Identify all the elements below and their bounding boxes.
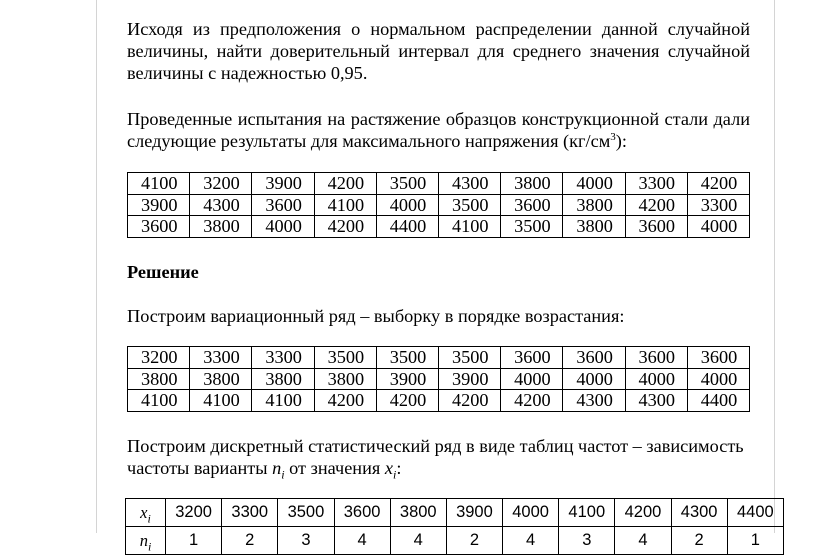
frequency-cell: 3600 [334, 499, 390, 527]
var-x-subscript: i [392, 467, 397, 482]
frequency-cell: 3900 [446, 499, 502, 527]
header-x-letter: x [140, 503, 148, 522]
table-cell: 3600 [501, 194, 563, 216]
table-cell: 4200 [314, 216, 376, 238]
frequency-values-row [126, 499, 784, 527]
table-cell: 4200 [376, 390, 438, 412]
frequency-cell: 3300 [222, 499, 278, 527]
intro-paragraph: Исходя из предположения о нормальном распределении данной случайной величины, найти доверительный интервал для среднего значения случайной величины с надежностью 0,95. [127, 19, 750, 83]
frequency-cell: 4200 [615, 499, 671, 527]
table-cell: 3300 [625, 173, 687, 195]
table-cell: 3500 [376, 347, 438, 369]
discrete-text-part-3: : [396, 458, 402, 478]
table-cell: 4000 [687, 216, 749, 238]
table-cell: 4300 [190, 194, 252, 216]
var-x [384, 458, 397, 482]
table-cell: 4100 [314, 194, 376, 216]
table-row [128, 368, 750, 390]
table-cell: 3300 [190, 347, 252, 369]
table-cell: 3600 [128, 216, 190, 238]
table-cell: 3800 [190, 216, 252, 238]
frequency-cell: 3800 [390, 499, 446, 527]
table-cell: 3800 [128, 368, 190, 390]
table-cell: 4000 [563, 173, 625, 195]
frequency-cell: 4 [503, 527, 559, 555]
table-row [128, 390, 750, 412]
frequency-cell: 4 [615, 527, 671, 555]
table-cell: 3900 [438, 368, 500, 390]
test-paragraph [127, 108, 750, 152]
table-cell: 3800 [501, 173, 563, 195]
discrete-text-part-1: Построим дискретный статистический ряд в виде таблиц частот – зависимость частоты варианты [127, 436, 744, 478]
table-cell: 3800 [563, 216, 625, 238]
page-margin-left-rule [96, 0, 97, 533]
test-paragraph-text: Проведенные испытания на растяжение образцов конструкционной стали дали следующие результаты для максимального напряжения (кг/см [127, 109, 750, 151]
table-cell: 4400 [687, 390, 749, 412]
table-row [128, 194, 750, 216]
frequency-cell: 3 [559, 527, 615, 555]
table-cell: 3500 [376, 173, 438, 195]
table-cell: 4000 [501, 368, 563, 390]
variational-paragraph: Построим вариационный ряд – выборку в порядке возрастания: [127, 306, 625, 326]
header-n-letter: n [139, 531, 148, 550]
unit-superscript: 3 [610, 130, 616, 143]
table-row [128, 216, 750, 238]
solution-heading: Решение [127, 262, 199, 282]
table-cell: 3900 [376, 368, 438, 390]
frequency-cell: 3 [278, 527, 334, 555]
frequency-cell: 2 [222, 527, 278, 555]
table-cell: 4300 [625, 390, 687, 412]
frequency-cell: 4000 [503, 499, 559, 527]
table-cell: 3900 [252, 173, 314, 195]
data-table [127, 172, 750, 238]
sorted-table [127, 346, 750, 412]
table-row [128, 173, 750, 195]
frequency-cell: 3200 [166, 499, 222, 527]
frequency-cell: 2 [671, 527, 727, 555]
frequency-cell: 4 [390, 527, 446, 555]
table-cell: 3200 [128, 347, 190, 369]
table-cell: 3600 [687, 347, 749, 369]
frequency-header-x [126, 499, 166, 527]
table-cell: 3500 [501, 216, 563, 238]
table-cell: 4300 [438, 173, 500, 195]
table-cell: 4100 [128, 390, 190, 412]
table-cell: 3800 [314, 368, 376, 390]
table-cell: 3900 [128, 194, 190, 216]
table-cell: 4100 [438, 216, 500, 238]
var-n [272, 458, 285, 482]
table-cell: 3500 [438, 194, 500, 216]
frequency-cell: 1 [727, 527, 783, 555]
frequency-table [125, 498, 784, 555]
table-cell: 3600 [625, 347, 687, 369]
table-cell: 4200 [438, 390, 500, 412]
table-cell: 4000 [687, 368, 749, 390]
table-cell: 4100 [128, 173, 190, 195]
table-row [128, 347, 750, 369]
frequency-header-n [126, 527, 166, 555]
frequency-cell: 3500 [278, 499, 334, 527]
table-cell: 4100 [252, 390, 314, 412]
header-x-subscript: i [147, 511, 151, 526]
table-cell: 4300 [563, 390, 625, 412]
table-cell: 4000 [625, 368, 687, 390]
table-cell: 4200 [314, 173, 376, 195]
test-paragraph-end: ): [615, 131, 627, 151]
table-cell: 3600 [252, 194, 314, 216]
frequency-counts-row [126, 527, 784, 555]
table-cell: 3200 [190, 173, 252, 195]
table-cell: 3600 [625, 216, 687, 238]
table-cell: 4200 [625, 194, 687, 216]
table-cell: 4100 [190, 390, 252, 412]
frequency-cell: 2 [446, 527, 502, 555]
discrete-paragraph [127, 435, 750, 482]
frequency-cell: 4100 [559, 499, 615, 527]
page-margin-right-rule [774, 0, 775, 533]
table-cell: 4200 [314, 390, 376, 412]
table-cell: 3600 [501, 347, 563, 369]
frequency-cell: 4400 [727, 499, 783, 527]
header-n-subscript: i [147, 539, 152, 554]
table-cell: 3500 [314, 347, 376, 369]
table-cell: 3800 [252, 368, 314, 390]
frequency-cell: 4300 [671, 499, 727, 527]
table-cell: 4000 [376, 194, 438, 216]
frequency-cell: 1 [166, 527, 222, 555]
discrete-text-part-2: от значения [284, 458, 385, 478]
frequency-cell: 4 [334, 527, 390, 555]
table-cell: 3800 [563, 194, 625, 216]
var-n-letter: n [272, 458, 282, 478]
var-n-subscript: i [281, 467, 285, 482]
table-cell: 3300 [687, 194, 749, 216]
table-cell: 4200 [501, 390, 563, 412]
table-cell: 3800 [190, 368, 252, 390]
table-cell: 4000 [563, 368, 625, 390]
var-x-letter: x [384, 458, 393, 478]
table-cell: 3600 [563, 347, 625, 369]
table-cell: 3300 [252, 347, 314, 369]
table-cell: 3500 [438, 347, 500, 369]
table-cell: 4000 [252, 216, 314, 238]
table-cell: 4400 [376, 216, 438, 238]
table-cell: 4200 [687, 173, 749, 195]
